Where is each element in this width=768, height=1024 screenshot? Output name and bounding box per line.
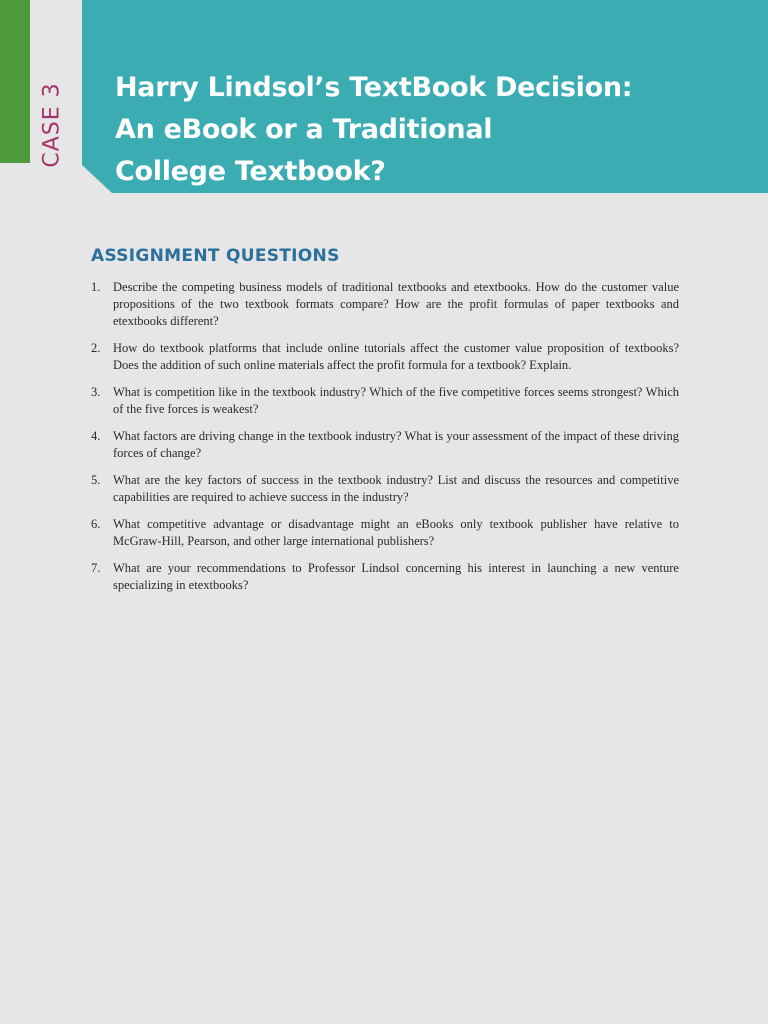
question-number: 2. [91, 341, 101, 355]
question-text: What are your recommendations to Professor Lindsol concerning his interest in launching a new venture specializing in etextbooks? [113, 561, 679, 592]
question-number: 4. [91, 429, 101, 443]
case-title-line-2: An eBook or a Traditional [115, 114, 493, 145]
question-number: 6. [91, 517, 101, 531]
question-number: 7. [91, 561, 101, 575]
assignment-questions-list [91, 279, 679, 604]
question-item [91, 428, 679, 462]
question-text: What competitive advantage or disadvantage might an eBooks only textbook publisher have relative to McGraw-Hill, Pearson, and other large international publishers? [113, 517, 679, 548]
question-item [91, 279, 679, 330]
question-item [91, 560, 679, 594]
question-text: How do textbook platforms that include online tutorials affect the customer value proposition of textbooks? Does the addition of such online materials affect the profit formula for a textbook? Explain. [113, 341, 679, 372]
question-number: 1. [91, 280, 101, 294]
case-label: CASE 3 [39, 82, 65, 168]
question-item [91, 340, 679, 374]
question-text: What factors are driving change in the textbook industry? What is your assessment of the impact of these driving forces of change? [113, 429, 679, 460]
question-number: 5. [91, 473, 101, 487]
question-text: What are the key factors of success in the textbook industry? List and discuss the resources and competitive capabilities are required to achieve success in the industry? [113, 473, 679, 504]
case-title [115, 67, 715, 193]
question-item [91, 516, 679, 550]
question-item [91, 384, 679, 418]
question-number: 3. [91, 385, 101, 399]
section-heading: ASSIGNMENT QUESTIONS [91, 246, 340, 266]
question-item [91, 472, 679, 506]
case-title-line-3: College Textbook? [115, 156, 386, 187]
case-title-line-1: Harry Lindsol’s TextBook Decision: [115, 72, 633, 103]
green-accent-strip [0, 0, 30, 163]
question-text: What is competition like in the textbook industry? Which of the five competitive forces seems strongest? Which of the five forces is weakest? [113, 385, 679, 416]
question-text: Describe the competing business models of traditional textbooks and etextbooks. How do the customer value propositions of the two textbook formats compare? How are the profit formulas of paper textbooks and etextbooks different? [113, 280, 679, 328]
